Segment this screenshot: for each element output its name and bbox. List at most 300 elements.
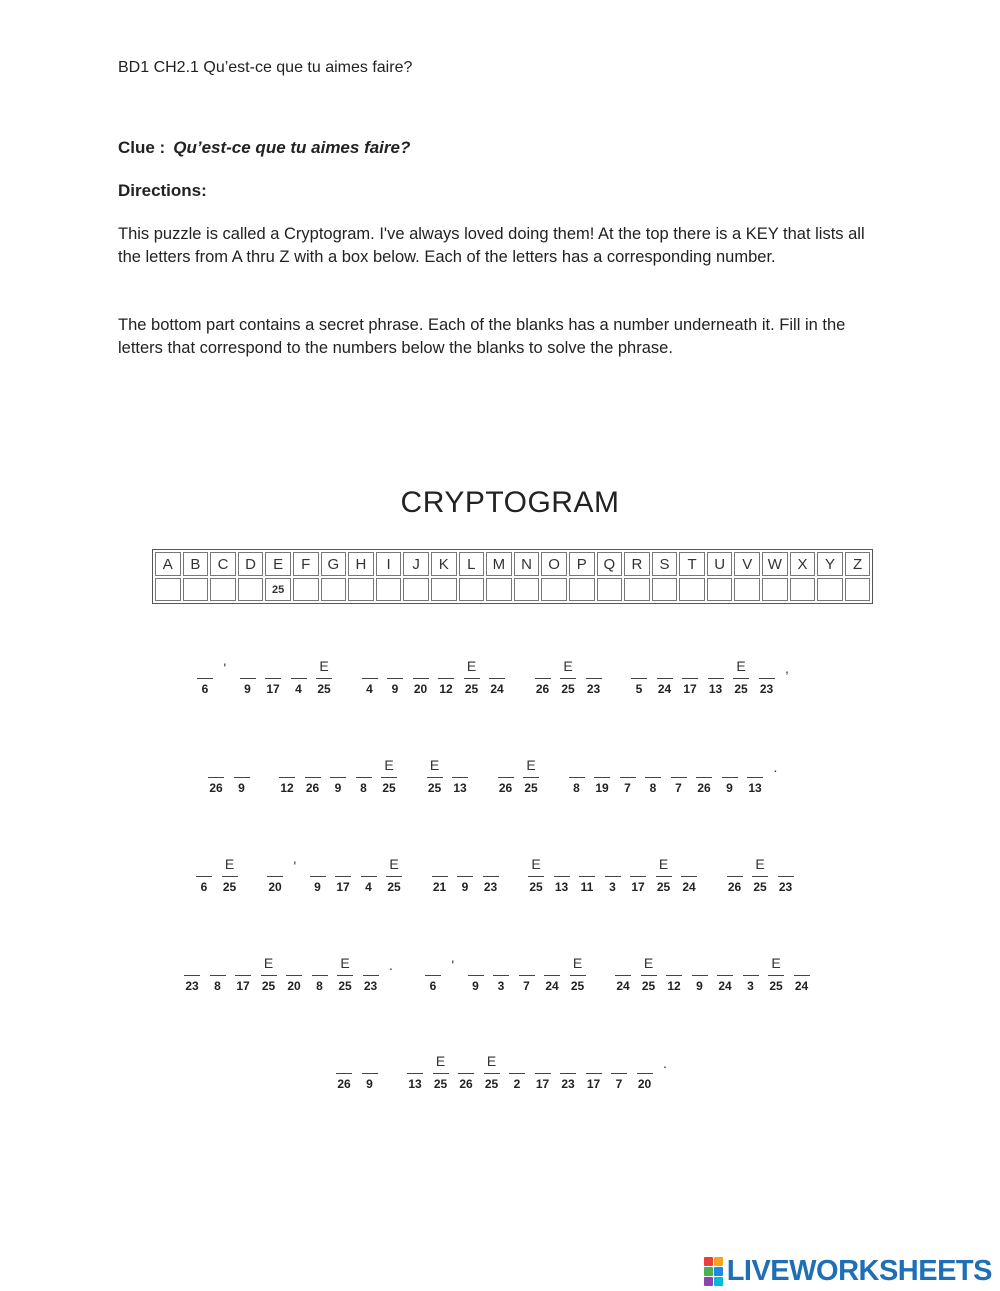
code-number: 20 [413,682,428,696]
letter-blank[interactable] [480,856,502,902]
letter-blank[interactable] [309,955,331,1001]
letter-blank[interactable] [219,856,241,902]
letter-blank[interactable] [360,955,382,1001]
directions-paragraph-1: This puzzle is called a Cryptogram. I've always loved doing them! At the top there is a KEY that lists all the letters from A thru Z with a box below. Each of the letters has a corresponding number. [118,225,865,266]
code-number: 9 [238,781,245,795]
key-answer-box-l[interactable] [459,578,485,601]
code-number: 5 [635,682,643,696]
punctuation: . [389,957,393,973]
given-letter [358,856,380,876]
code-number: 25 [484,1077,499,1091]
letter-blank[interactable] [465,955,487,1001]
key-answer-box-d[interactable] [238,578,264,601]
given-letter [583,658,605,678]
key-answer-box-j[interactable] [403,578,429,601]
given-letter [617,757,639,777]
blank-underline [671,777,687,778]
letter-blank[interactable] [490,955,512,1001]
letter-blank[interactable] [193,856,215,902]
code-number: 26 [459,1077,473,1091]
letter-blank[interactable] [744,757,766,803]
blank-underline [489,678,505,679]
letter-blank[interactable] [302,757,324,803]
letter-blank[interactable] [705,658,727,704]
given-letter [490,955,512,975]
blank-underline [362,1073,378,1074]
key-letter-r: R [624,552,650,576]
key-letter-d: D [238,552,264,576]
key-answer-box-m[interactable] [486,578,512,601]
blank-underline [196,876,212,877]
letter-blank[interactable] [583,1053,605,1099]
key-letter-n: N [514,552,540,576]
punctuation: . [773,759,778,775]
blank-underline [312,975,328,976]
blank-underline [208,777,224,778]
code-number: 9 [461,880,469,894]
key-letter-k: K [431,552,457,576]
given-letter: E [771,955,781,971]
blank-underline [483,876,499,877]
key-answer-box-z[interactable] [845,578,871,601]
code-number: 9 [696,979,703,993]
punctuation: . [663,1055,667,1071]
key-answer-box-r[interactable] [624,578,650,601]
letter-blank[interactable] [359,1053,381,1099]
letter-blank[interactable] [358,856,380,902]
blank-underline [759,678,775,679]
code-number: 17 [236,979,250,993]
blank-underline [267,876,283,877]
letter-blank[interactable] [679,658,701,704]
letter-blank[interactable] [654,658,676,704]
code-number: 12 [439,682,453,696]
letter-blank[interactable] [566,757,588,803]
code-number: 26 [337,1077,351,1091]
key-letter-v: V [734,552,760,576]
letter-blank[interactable] [307,856,329,902]
letter-blank[interactable] [207,955,229,1001]
code-number: 25 [734,682,748,696]
letter-blank[interactable] [333,1053,355,1099]
letter-blank[interactable] [486,658,508,704]
blank-underline [681,876,697,877]
liveworksheets-branding [704,1255,992,1288]
given-letter [532,1053,554,1073]
letter-blank[interactable] [638,955,660,1001]
given-letter [193,856,215,876]
letter-blank[interactable] [424,757,446,803]
key-letter-q: Q [597,552,623,576]
given-letter [642,757,664,777]
logo-square [714,1257,723,1266]
letter-blank[interactable] [276,757,298,803]
blank-underline [356,777,372,778]
blank-underline [631,678,647,679]
blank-underline [330,777,346,778]
key-answer-box-s[interactable] [652,578,678,601]
code-number: 13 [708,682,723,696]
blank-underline [335,876,351,877]
key-answer-box-h[interactable] [348,578,374,601]
given-letter [288,658,310,678]
code-number: 23 [759,682,774,696]
letter-blank[interactable] [567,955,589,1001]
letter-blank[interactable] [430,1053,452,1099]
letter-blank[interactable] [730,658,752,704]
blank-underline [594,777,610,778]
given-letter [541,955,563,975]
code-number: 12 [667,979,681,993]
blank-underline [682,678,698,679]
letter-blank[interactable] [775,856,797,902]
given-letter: E [466,658,477,674]
key-letter-a: A [155,552,181,576]
given-letter [628,658,650,678]
given-letter [608,1053,630,1073]
letter-blank[interactable] [634,1053,656,1099]
given-letter [627,856,649,876]
given-letter [276,757,298,777]
key-answer-box-e[interactable]: 25 [265,578,291,601]
given-letter: E [643,955,654,971]
letter-blank[interactable] [532,658,554,704]
directions-heading: Directions: [118,181,207,200]
key-answer-box-a[interactable] [155,578,181,601]
code-number: 7 [675,781,682,795]
given-letter [602,856,624,876]
blank-underline [291,678,307,679]
letter-blank[interactable] [693,757,715,803]
given-letter [194,658,216,678]
letter-blank[interactable] [740,955,762,1001]
clue-text: Qu’est-ce que tu aimes faire? [173,138,411,157]
code-number: 13 [748,781,762,795]
letter-blank[interactable] [262,658,284,704]
key-answer-box-w[interactable] [762,578,788,601]
given-letter: E [531,856,541,872]
letter-blank[interactable] [334,955,356,1001]
key-answer-box-v[interactable] [734,578,760,601]
code-number: 9 [366,1077,373,1091]
letter-blank[interactable] [429,856,451,902]
given-letter [429,856,451,876]
given-letter [332,856,354,876]
given-letter [591,757,613,777]
letter-blank[interactable] [583,658,605,704]
code-number: 23 [561,1077,575,1091]
letter-blank[interactable] [231,757,253,803]
blank-underline [696,777,712,778]
letter-blank[interactable] [653,856,675,902]
code-number: 12 [280,781,294,795]
letter-blank[interactable] [557,1053,579,1099]
key-letter-o: O [541,552,567,576]
letter-blank[interactable] [506,1053,528,1099]
letter-blank[interactable] [449,757,471,803]
blank-underline [310,876,326,877]
blank-underline [554,876,570,877]
key-answer-box-k[interactable] [431,578,457,601]
letter-blank[interactable] [481,1053,503,1099]
given-letter [449,757,471,777]
key-answer-box-b[interactable] [183,578,209,601]
code-number: 21 [432,880,447,894]
letter-blank[interactable] [591,757,613,803]
code-number: 24 [657,682,672,696]
letter-blank[interactable] [332,856,354,902]
given-letter [679,658,701,678]
given-letter [756,658,778,678]
blank-underline [586,1073,602,1074]
key-answer-box-o[interactable] [541,578,567,601]
key-answer-box-y[interactable] [817,578,843,601]
code-number: 4 [295,682,302,696]
key-answer-box-i[interactable] [376,578,402,601]
blank-underline [197,678,213,679]
letter-blank[interactable] [404,1053,426,1099]
letter-blank[interactable] [668,757,690,803]
punctuation: ' [293,858,297,874]
letter-blank[interactable] [288,658,310,704]
letter-blank[interactable] [516,955,538,1001]
blank-underline [305,777,321,778]
given-letter [307,856,329,876]
blank-underline [519,975,535,976]
given-letter [359,1053,381,1073]
letter-blank[interactable] [602,856,624,902]
letter-blank[interactable] [627,856,649,902]
blank-underline [569,777,585,778]
given-letter: E [435,1053,446,1069]
letter-blank[interactable] [557,658,579,704]
blank-underline [458,1073,474,1074]
letter-blank[interactable] [495,757,517,803]
letter-blank[interactable] [359,658,381,704]
letter-blank[interactable] [313,658,335,704]
blank-underline [234,777,250,778]
letter-blank[interactable] [194,658,216,704]
blank-underline [363,975,379,976]
code-number: 17 [266,682,280,696]
given-letter [207,955,229,975]
letter-blank[interactable] [258,955,280,1001]
key-letter-c: C [210,552,236,576]
letter-blank[interactable] [749,856,771,902]
given-letter [384,658,406,678]
letter-blank[interactable] [689,955,711,1001]
letter-blank[interactable] [525,856,547,902]
code-number: 2 [513,1077,521,1091]
letter-blank[interactable] [576,856,598,902]
given-letter [719,757,741,777]
blank-underline [708,678,724,679]
logo-square [704,1257,713,1266]
blank-underline [464,678,480,679]
given-letter [455,1053,477,1073]
blank-underline [362,678,378,679]
given-letter [583,1053,605,1073]
given-letter [532,658,554,678]
letter-blank[interactable] [541,955,563,1001]
key-answer-box-t[interactable] [679,578,705,601]
key-letter-g: G [321,552,347,576]
letter-blank[interactable] [383,856,405,902]
blank-underline [509,1073,525,1074]
given-letter: E [755,856,765,872]
letter-blank[interactable] [461,658,483,704]
blank-underline [265,678,281,679]
blank-underline [498,777,514,778]
code-number: 13 [408,1077,422,1091]
letter-blank[interactable] [232,955,254,1001]
code-number: 25 [387,880,401,894]
letter-blank[interactable] [435,658,457,704]
letter-blank[interactable] [617,757,639,803]
punctuation: ' [451,957,455,973]
blank-underline [235,975,251,976]
letter-blank[interactable] [551,856,573,902]
letter-blank[interactable] [327,757,349,803]
key-answer-box-u[interactable] [707,578,733,601]
code-number: 9 [334,781,342,795]
code-number: 24 [490,682,504,696]
letter-blank[interactable] [520,757,542,803]
code-number: 17 [631,880,645,894]
key-answer-box-q[interactable] [597,578,623,601]
logo-square [714,1267,723,1276]
letter-blank[interactable] [455,1053,477,1099]
code-number: 25 [656,880,671,894]
key-answer-row [155,578,870,601]
given-letter [775,856,797,876]
given-letter [678,856,700,876]
given-letter [232,955,254,975]
blank-underline [586,678,602,679]
letter-blank[interactable] [422,955,444,1001]
blank-underline [535,1073,551,1074]
blank-underline [493,975,509,976]
letter-blank[interactable] [384,658,406,704]
given-letter: E [429,757,440,773]
given-letter [422,955,444,975]
code-number: 25 [222,880,237,894]
code-number: 25 [641,979,656,993]
blank-underline [387,678,403,679]
given-letter [410,658,432,678]
blank-underline [432,876,448,877]
letter-blank[interactable] [532,1053,554,1099]
letter-blank[interactable] [663,955,685,1001]
clue-label: Clue : [118,138,166,157]
letter-blank[interactable] [237,658,259,704]
letter-blank[interactable] [719,757,741,803]
code-number: 26 [305,781,320,795]
key-letter-e: E [265,552,291,576]
letter-blank[interactable] [378,757,400,803]
letter-blank[interactable] [608,1053,630,1099]
blank-underline [535,678,551,679]
given-letter: E [263,955,274,971]
given-letter [404,1053,426,1073]
key-answer-box-n[interactable] [514,578,540,601]
key-letter-u: U [707,552,733,576]
logo-square [714,1277,723,1286]
given-letter [693,757,715,777]
given-letter [465,955,487,975]
code-number: 26 [209,781,223,795]
given-letter [557,1053,579,1073]
letter-blank[interactable] [264,856,286,902]
key-letter-z: Z [845,552,871,576]
code-number: 8 [214,979,221,993]
code-number: 24 [682,880,696,894]
key-answer-box-x[interactable] [790,578,816,601]
clue [118,138,410,158]
code-number: 17 [336,880,350,894]
code-number: 9 [726,781,733,795]
given-letter: E [526,757,536,773]
code-number: 25 [570,979,585,993]
code-number: 23 [483,880,498,894]
letter-blank[interactable] [765,955,787,1001]
key-letter-row [155,552,870,576]
given-letter [302,757,324,777]
given-letter [327,757,349,777]
letter-blank[interactable] [454,856,476,902]
code-number: 7 [615,1077,623,1091]
key-answer-box-f[interactable] [293,578,319,601]
letter-blank[interactable] [756,658,778,704]
letter-blank[interactable] [283,955,305,1001]
key-answer-box-g[interactable] [321,578,347,601]
letter-blank[interactable] [724,856,746,902]
letter-blank[interactable] [791,955,813,1001]
key-letter-y: Y [817,552,843,576]
letter-blank[interactable] [410,658,432,704]
given-letter [486,658,508,678]
code-number: 8 [316,979,323,993]
given-letter [516,955,538,975]
letter-blank[interactable] [642,757,664,803]
blank-underline [210,975,226,976]
given-letter [791,955,813,975]
code-number: 9 [314,880,321,894]
letter-blank[interactable] [205,757,227,803]
blank-underline [656,876,672,877]
key-letter-s: S [652,552,678,576]
given-letter [689,955,711,975]
letter-blank[interactable] [714,955,736,1001]
given-letter: E [319,658,329,674]
key-answer-box-p[interactable] [569,578,595,601]
key-letter-w: W [762,552,788,576]
blank-underline [768,975,784,976]
code-number: 26 [727,880,742,894]
given-letter: E [572,955,583,971]
puzzle-title: CRYPTOGRAM [400,486,620,519]
letter-blank[interactable] [628,658,650,704]
letter-blank[interactable] [678,856,700,902]
key-answer-box-c[interactable] [210,578,236,601]
letter-blank[interactable] [353,757,375,803]
blank-underline [645,777,661,778]
code-number: 25 [317,682,331,696]
letter-blank[interactable] [612,955,634,1001]
given-letter [283,955,305,975]
letter-blank[interactable] [181,955,203,1001]
key-letter-t: T [679,552,705,576]
